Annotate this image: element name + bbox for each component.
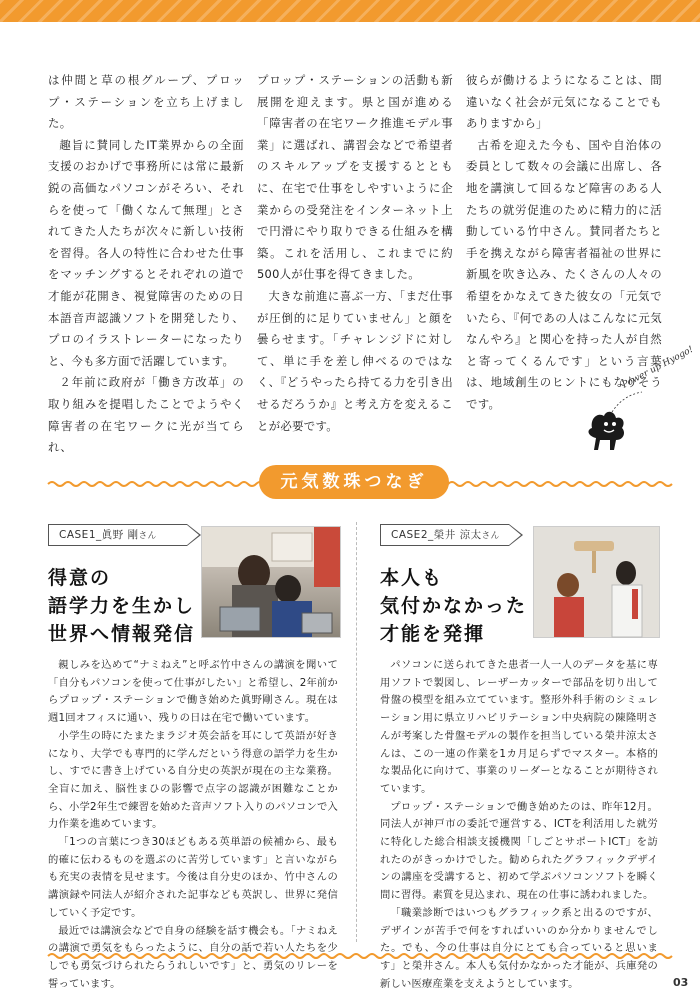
case2-tag-label: CASE2_榮井 涼太 — [391, 529, 482, 541]
case2-tag — [380, 524, 509, 546]
case1-tag-label: CASE1_眞野 剛 — [59, 529, 139, 541]
case1-photo — [201, 526, 341, 638]
case1-body — [48, 657, 338, 993]
article-column-1 — [48, 70, 244, 459]
case1-tag-suffix: さん — [138, 531, 157, 541]
case1-headline — [48, 564, 198, 648]
case2-body — [380, 657, 658, 993]
section-title: 元気数珠つなぎ — [259, 465, 449, 499]
paragraph: 最近では講演会などで自身の経験を話す機会も。「ナミねえの講演で勇気をもらったように、自分の話で若い人たちを少しでも勇気づけられたらうれしいです」と、勇気のリレーを誓っています。 — [48, 924, 338, 990]
column-divider — [356, 522, 357, 942]
paragraph: 彼らが働けるようになることは、間違いなく社会が元気になることでもありますから」 — [466, 73, 662, 131]
paragraph: 「1つの言葉につき30ほどもある英単語の候補から、最も的確に伝わるものを選ぶのに苦労しています」と言いながらも充実の表情を見せます。今後は自分史のほか、竹中さんの講演録や同法人が紹介された記事なども英訳し、世界に発信していく予定です。 — [48, 836, 338, 919]
photo-illustration — [202, 527, 340, 637]
paragraph: プロップ・ステーションの活動も新展開を迎えます。県と国が進める「障害者の在宅ワーク推進モデル事業」に選ばれ、講習会などで希望者のスキルアップを支援するとともに、在宅で仕事をしやすいように企業からの受発注をインターネット上で円滑にやり取りできる仕組みを構築。これを活用し、これまでに約500人が仕事を得てきました。 — [257, 73, 453, 282]
paragraph: パソコンに送られてきた患者一人一人のデータを基に専用ソフトで製図し、レーザーカッターで部品を切り出して骨盤の模型を組み立てています。整形外科手術のシミュレーション用に県立リハビリテーション中央病院の陳隆明さんが考案した骨盤モデルの製作を担当している榮井涼太さんは、この一連の作業を1カ月足らずでマスター。本格的な製品化に向けて、事業のリーダーとなることが期待されています。 — [380, 659, 658, 795]
paragraph: ２年前に政府が「働き方改革」の取り組みを提唱したことでようやく障害者の在宅ワークに光が当てられ、 — [48, 375, 244, 455]
paragraph: プロップ・ステーションで働き始めたのは、昨年12月。同法人が神戸市の委託で運営する、ICTを利活用した就労に特化した総合相談支援機関「しごとサポートICT」を訪れたのがきっかけでした。勧められたグラフィックデザインの講座を受講すると、初めて学ぶパソコンソフトを瞬く間に習得。素質を見込まれ、現在の仕事に誘われました。 — [380, 800, 658, 902]
paragraph: 親しみを込めて“ナミねえ”と呼ぶ竹中さんの講演を聞いて「自分もパソコンを使って仕事がしたい」と希望し、2年前からプロップ・ステーションで働き始めた眞野剛さん。現在は週1回オフィスに通い、残りの日は在宅で働いています。 — [48, 659, 338, 725]
photo-illustration — [534, 527, 659, 637]
page-number: 03 — [673, 976, 689, 989]
headline-line: 語学力を生かし — [48, 595, 196, 617]
paragraph: 古希を迎えた今も、国や自治体の委員として数々の会議に出席し、各地を講演して回るなど障害のある人たちの就労促進のために精力的に活動している竹中さん。賛同者たちと手を携えながら障害者福祉の世界に新風を吹き込み、たくさんの人々の希望をかなえてきた彼女の「元気でいたら、『何であの人はこんなに元気なんやろ』と関心を持った人が自然と寄ってくるんです」という言葉は、地域創生のヒントにもなりそうです。 — [466, 137, 662, 411]
article-column-3 — [466, 70, 662, 416]
case2-headline — [380, 564, 528, 648]
headline-line: 世界へ情報発信 — [48, 623, 196, 645]
headline-line: 本人も — [380, 567, 444, 589]
paragraph: は仲間と草の根グループ、プロップ・ステーションを立ち上げました。 — [48, 73, 244, 131]
article-column-2 — [257, 70, 453, 437]
bottom-wavy-divider — [48, 950, 658, 962]
paragraph: 趣旨に賛同したIT業界からの全面支援のおかげで事務所には常に最新鋭の高価なパソコンがそろい、それらを使って「働くなんて無理」とされてきた人たちが次々に新しい技術を習得。各人の特性に合わせた仕事をマッチングするとそれぞれの道で才能が花開き、視覚障害のための日本語音声認識ソフトを開発したり、プロのイラストレーターになったりと、今も多方面で活躍しています。 — [48, 137, 244, 368]
headline-line: 才能を発揮 — [380, 623, 486, 645]
header-pattern — [0, 0, 700, 22]
header-band — [0, 0, 700, 22]
case2-photo — [533, 526, 660, 638]
paragraph: 「職業診断ではいつもグラフィック系と出るのですが、デザインが苦手で何をすればいいのか分かりませんでした。でも、今の仕事は自分にとても合っていると思います」と榮井さん。本人も気付かなかった才能が、兵庫発の新しい医療産業を支えようとしています。 — [380, 906, 658, 990]
mascot-icon — [576, 344, 696, 456]
paragraph: 大きな前進に喜ぶ一方、「まだ仕事が圧倒的に足りていません」と顔を曇らせます。「チャレンジドに対して、単に手を差し伸べるのではなく、『どうやったら持てる力を引き出せるだろうか』と考え方を変えることが必要です。 — [257, 288, 453, 433]
case1-tag — [48, 524, 187, 546]
case2-tag-suffix: さん — [481, 531, 500, 541]
headline-line: 得意の — [48, 567, 112, 589]
headline-line: 気付かなかった — [380, 595, 528, 617]
mascot-caption: Power up Hyogo! — [620, 344, 696, 391]
paragraph: 小学生の時にたまたまラジオ英会話を耳にして英語が好きになり、大学でも専門的に学んだという得意の語学力を生かし、すでに書き上げている自分史の英訳が現在の主な業務。全盲に加え、脳性まひの影響で点字の認識が困難なことから、小学2年生で練習を始めた音声ソフト入りのパソコンで入力作業を進めています。 — [48, 729, 338, 831]
